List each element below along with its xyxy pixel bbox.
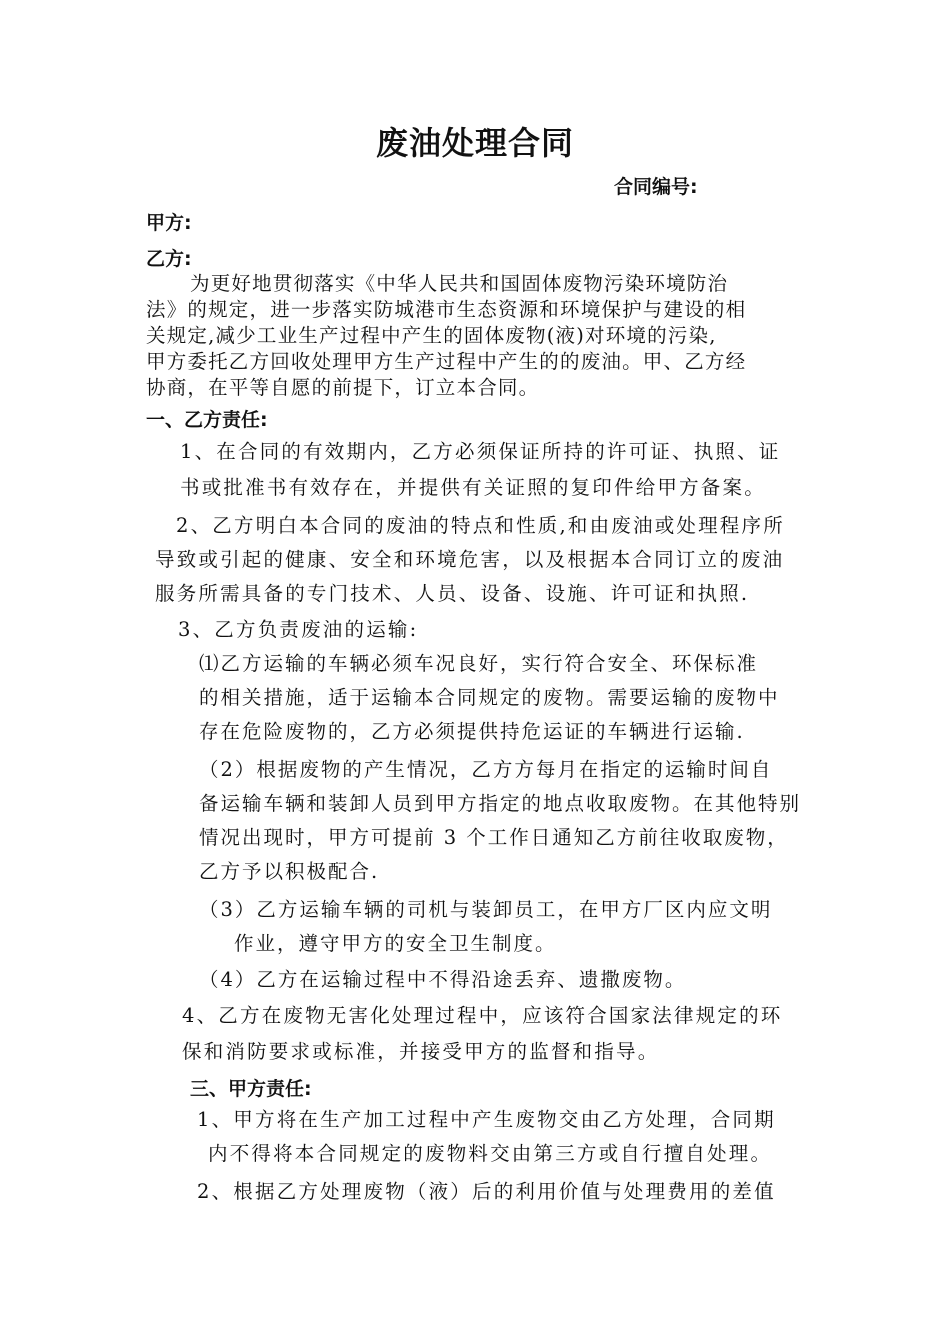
clause-line: 3、乙方负责废油的运输: bbox=[178, 618, 419, 641]
clause-line: 4、乙方在废物无害化处理过程中，应该符合国家法律规定的环 bbox=[182, 1004, 783, 1027]
sub-clause-line: 存在危险废物的，乙方必须提供持危运证的车辆进行运输. bbox=[199, 720, 745, 743]
sub-clause-line: （2）根据废物的产生情况，乙方方每月在指定的运输时间自 bbox=[199, 758, 773, 781]
section-heading: 一、乙方责任: bbox=[146, 409, 268, 431]
intro-line: 关规定,减少工业生产过程中产生的固体废物(液)对环境的污染, bbox=[146, 324, 717, 347]
clause-line: 2、根据乙方处理废物（液）后的利用价值与处理费用的差值 bbox=[197, 1180, 776, 1203]
clause-line: 1、甲方将在生产加工过程中产生废物交由乙方处理，合同期 bbox=[197, 1108, 776, 1131]
intro-line: 协商，在平等自愿的前提下，订立本合同。 bbox=[146, 376, 540, 399]
sub-clause-line: 作业，遵守甲方的安全卫生制度。 bbox=[234, 932, 557, 955]
contract-number-label: 合同编号: bbox=[614, 176, 698, 198]
sub-clause-line: 乙方予以积极配合. bbox=[199, 860, 380, 883]
clause-line: 导致或引起的健康、安全和环境危害，以及根据本合同订立的废油 bbox=[155, 548, 785, 571]
intro-line: 法》的规定，进一步落实防城港市生态资源和环境保护与建设的相 bbox=[146, 298, 747, 321]
party-a-label: 甲方: bbox=[146, 212, 192, 234]
sub-clause-line: 的相关措施，适于运输本合同规定的废物。需要运输的废物中 bbox=[199, 686, 780, 709]
sub-clause-line: 备运输车辆和装卸人员到甲方指定的地点收取废物。在其他特别 bbox=[199, 792, 802, 815]
intro-line: 甲方委托乙方回收处理甲方生产过程中产生的的废油。甲、乙方经 bbox=[146, 350, 747, 373]
clause-line: 书或批准书有效存在，并提供有关证照的复印件给甲方备案。 bbox=[180, 476, 766, 499]
section-heading: 三、甲方责任: bbox=[190, 1078, 312, 1100]
intro-line: 为更好地贯彻落实《中华人民共和国固体废物污染环境防治 bbox=[190, 272, 729, 295]
clause-line: 保和消防要求或标准，并接受甲方的监督和指导。 bbox=[182, 1040, 660, 1063]
sub-clause-line: （3）乙方运输车辆的司机与装卸员工，在甲方厂区内应文明 bbox=[199, 898, 773, 921]
sub-clause-line: 情况出现时，甲方可提前 3 个工作日通知乙方前往收取废物， bbox=[199, 826, 789, 849]
clause-line: 内不得将本合同规定的废物料交由第三方或自行擅自处理。 bbox=[208, 1142, 773, 1165]
clause-line: 服务所需具备的专门技术、人员、设备、设施、许可证和执照. bbox=[155, 582, 750, 605]
sub-clause-line: （4）乙方在运输过程中不得沿途丢弃、遗撒废物。 bbox=[199, 968, 687, 991]
sub-clause-line: ⑴乙方运输的车辆必须车况良好，实行符合安全、环保标准 bbox=[199, 652, 759, 675]
document-title: 废油处理合同 bbox=[375, 124, 574, 162]
clause-line: 2、乙方明白本合同的废油的特点和性质,和由废油或处理程序所 bbox=[176, 514, 785, 537]
clause-line: 1、在合同的有效期内，乙方必须保证所持的许可证、执照、证 bbox=[180, 440, 781, 463]
party-b-label: 乙方: bbox=[146, 248, 192, 270]
